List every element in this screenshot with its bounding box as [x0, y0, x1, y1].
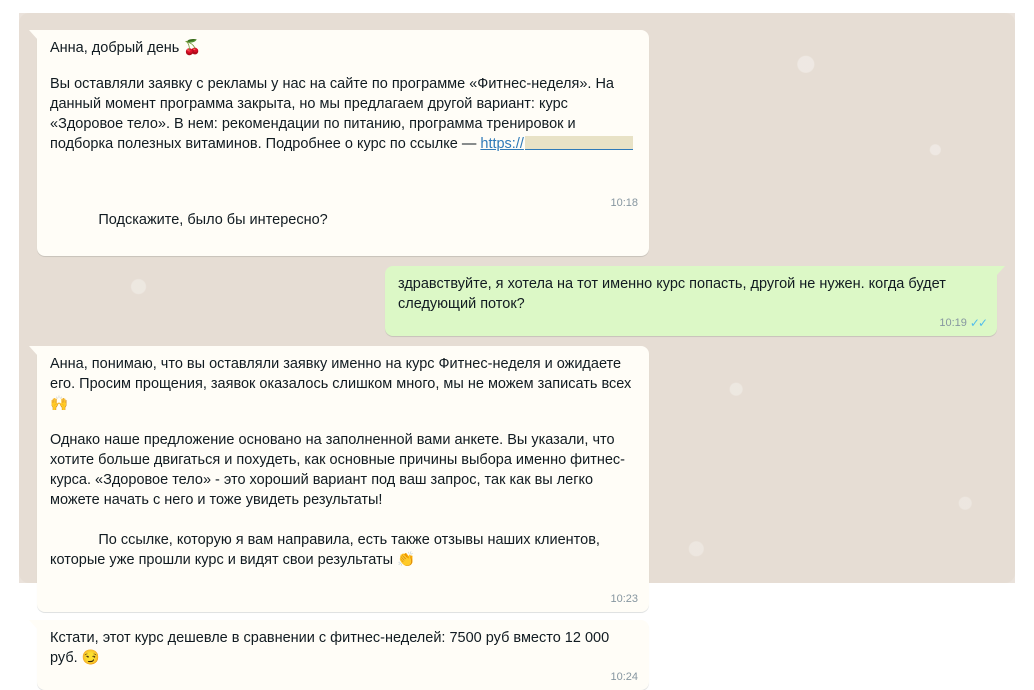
message-meta	[50, 592, 638, 606]
message-paragraph: Однако наше предложение основано на заполненной вами анкете. Вы указали, что хотите больше двигаться и похудеть, как основные причины выбора именно фитнес-курса. «Здоровое тело» - это хороший вариант под ваш запрос, так как вы легко можете начать с него и тоже увидеть результаты!	[50, 432, 625, 508]
message-meta	[50, 670, 638, 684]
course-link[interactable]: https://	[480, 136, 524, 152]
message-paragraph: здравствуйте, я хотела на тот именно курс попасть, другой не нужен. когда будет следующий поток?	[398, 276, 950, 312]
timestamp: 10:24	[610, 671, 638, 683]
message-meta	[398, 316, 986, 330]
chat-window	[19, 13, 1015, 683]
message-bubble-incoming[interactable]	[37, 30, 649, 256]
message-paragraph	[50, 74, 638, 154]
read-receipt-icon: ✓✓	[969, 316, 986, 330]
message-row	[37, 346, 997, 612]
message-meta	[610, 196, 638, 210]
message-bubble-incoming[interactable]	[37, 346, 649, 612]
message-row	[37, 620, 997, 690]
message-list	[19, 13, 1015, 683]
redacted-link-block	[525, 136, 633, 150]
message-paragraph	[50, 510, 638, 590]
message-text: По ссылке, которую я вам направила, есть также отзывы наших клиентов, которые уже прошли курс и видят свои результаты 👏	[50, 532, 604, 568]
message-text: Вы оставляли заявку с рекламы у нас на сайте по программе «Фитнес-неделя». На данный момент программа закрыта, но мы предлагаем другой вариант: курс «Здоровое тело». В нем: рекомендации по питанию, программа тренировок и подборка полезных витаминов. Подробнее о курс по ссылке —	[50, 76, 619, 152]
timestamp: 10:19	[939, 317, 967, 329]
message-paragraph	[50, 170, 638, 250]
message-paragraph: Анна, понимаю, что вы оставляли заявку именно на курс Фитнес-неделя и ожидаете его. Просим прощения, заявок оказалось слишком много, мы не можем записать всех 🙌	[50, 356, 636, 412]
message-bubble-incoming[interactable]	[37, 620, 649, 690]
message-row	[37, 266, 997, 336]
timestamp: 10:23	[610, 593, 638, 605]
message-row	[37, 30, 997, 256]
message-paragraph: Анна, добрый день 🍒	[50, 40, 202, 56]
message-bubble-outgoing[interactable]	[385, 266, 997, 336]
message-text: Подскажите, было бы интересно?	[98, 212, 328, 228]
timestamp: 10:18	[610, 197, 638, 209]
message-paragraph: Кстати, этот курс дешевле в сравнении с фитнес-неделей: 7500 руб вместо 12 000 руб. 😏	[50, 630, 614, 666]
